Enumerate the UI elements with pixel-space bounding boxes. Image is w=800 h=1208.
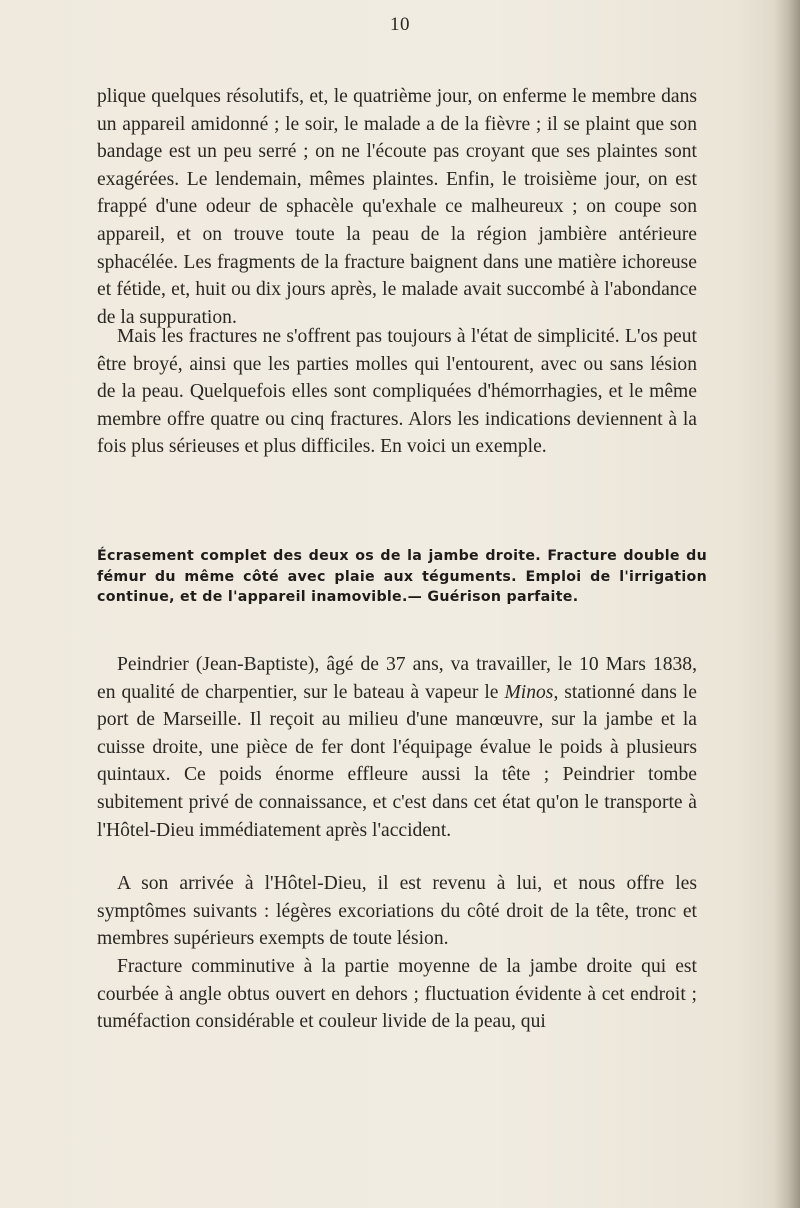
paragraph-continuation — [97, 83, 697, 331]
paragraph-fractures — [97, 323, 697, 461]
paragraph-1-text: plique quelques résolutifs, et, le quatrième jour, on enferme le membre dans un appareil amidonné ; le soir, le malade a de la fièvre ; il se plaint que son bandage est un peu serré ; on ne l'écoute pas croyant que ses plaintes sont exagérées. Le lendemain, mêmes plaintes. Enfin, le troisième jour, on est frappé d'une odeur de sphacèle qu'exhale ce malheureux ; on coupe son appareil, et on trouve toute la peau de la région jambière antérieure sphacélée. Les fragments de la fracture baignent dans une matière ichoreuse et fétide, et, huit ou dix jours après, le malade avait succombé à l'abondance de la suppuration. — [97, 86, 697, 328]
paragraph-fracture-description — [97, 953, 697, 1036]
page-number: 10 — [390, 14, 410, 35]
paragraph-3-text — [97, 651, 697, 844]
ship-name: Minos — [504, 681, 554, 703]
paragraph-arrival — [97, 870, 697, 953]
paragraph-4-text: A son arrivée à l'Hôtel-Dieu, il est revenu à lui, et nous offre les symptômes suivants : légères excoriations du côté droit de la tête, tronc et membres supérieurs exempts de toute lésion. — [97, 873, 697, 950]
paragraph-5-text: Fracture comminutive à la partie moyenne de la jambe droite qui est courbée à angle obtus ouvert en dehors ; fluctuation évidente à cet endroit ; tuméfaction considérable et couleur livide de la peau, qui — [97, 956, 697, 1033]
paragraph-2-text: Mais les fractures ne s'offrent pas toujours à l'état de simplicité. L'os peut être broyé, ainsi que les parties molles qui l'entourent, avec ou sans lésion de la peau. Quelquefois elles sont compliquées d'hémorrhagies, et le même membre offre quatre ou cinq fractures. Alors les indications deviennent à la fois plus sérieuses et plus difficiles. En voici un exemple. — [97, 326, 697, 458]
paragraph-case-history — [97, 651, 697, 844]
paragraph-3-before: Peindrier (Jean-Baptiste), âgé de 37 ans, va travailler, le 10 Mars 1838, en qualité de charpentier, sur le bateau à vapeur le — [97, 654, 697, 703]
paragraph-3-after: , stationné dans le port de Marseille. Il reçoit au milieu d'une manœuvre, sur la jambe et la cuisse droite, une pièce de fer dont l'équipage évalue le poids à plusieurs quintaux. Ce poids énorme effleure aussi la tête ; Peindrier tombe subitement privé de connaissance, et c'est dans cet état qu'on le transporte à l'Hôtel-Dieu immédiatement après l'accident. — [97, 681, 697, 841]
case-heading: Écrasement complet des deux os de la jambe droite. Fracture double du fémur du même côté avec plaie aux téguments. Emploi de l'irrigation continue, et de l'appareil inamovible.— Guérison parfaite. — [97, 548, 707, 605]
page-edge-shadow — [774, 0, 800, 1208]
